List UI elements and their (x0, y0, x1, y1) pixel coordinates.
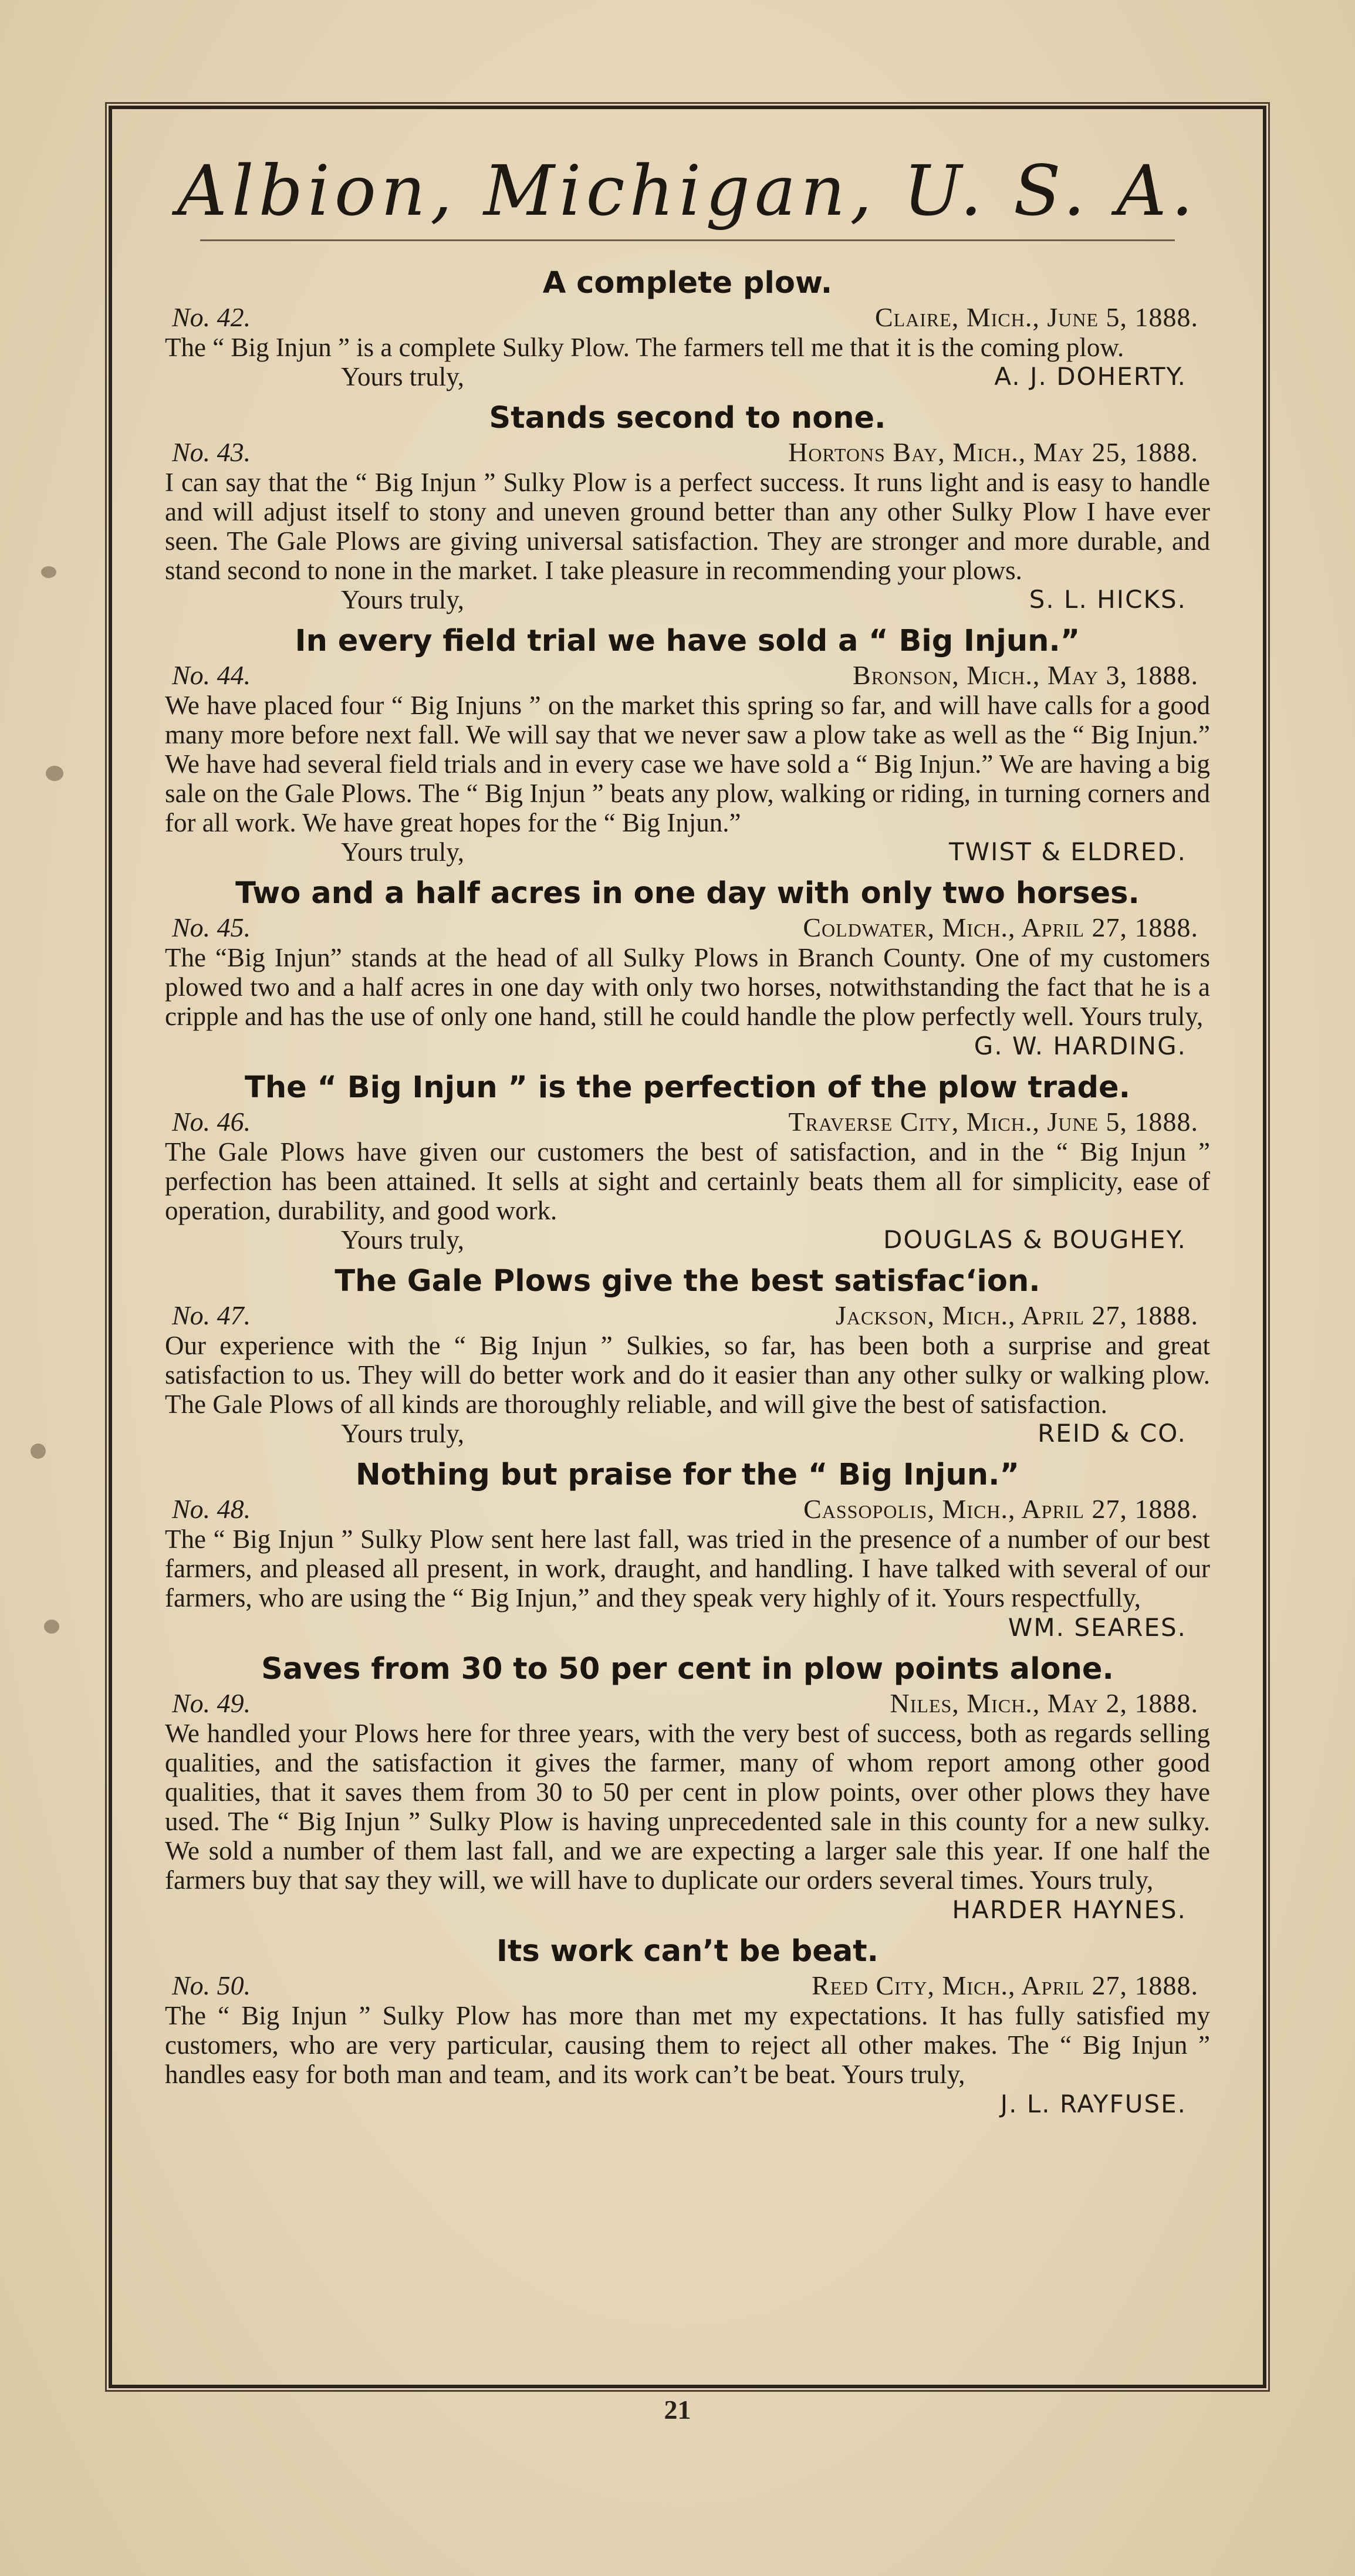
signer-name: WM. SEARES. (1008, 1613, 1187, 1642)
page-number: 21 (664, 2395, 691, 2425)
testimonial-place-date: Traverse City, Mich., June 5, 1888. (788, 1107, 1198, 1137)
dateline (165, 912, 1210, 943)
signature-line (165, 1031, 1210, 1061)
testimonial-place-date: Jackson, Mich., April 27, 1888. (835, 1300, 1198, 1330)
signer-name: S. L. HICKS. (1029, 585, 1187, 614)
testimonial-entry (165, 1263, 1210, 1448)
paper-stain (41, 566, 56, 578)
dateline (165, 302, 1210, 333)
paper-stain (31, 1443, 46, 1459)
testimonial-body: The “ Big Injun ” Sulky Plow has more than met my expectations. It has fully satisfied my customers, who are very particular, causing them to reject all other makes. The “ Big Injun ” handles easy for both man and team, and its work can’t be beat. Yours truly, (165, 2001, 1210, 2089)
signer-name: HARDER HAYNES. (952, 1895, 1187, 1924)
testimonial-place-date: Niles, Mich., May 2, 1888. (890, 1688, 1198, 1718)
dateline (165, 1300, 1210, 1331)
testimonial-entry (165, 875, 1210, 1061)
closing: Yours truly, (341, 585, 465, 614)
signature-line (165, 585, 1210, 614)
testimonial-number: No. 48. (172, 1494, 251, 1524)
testimonial-body: We have placed four “ Big Injuns ” on the market this spring so far, and will have calls for a good many more before next fall. We will say that we never saw a plow take as well as the “ Big Injun.” We have had several field trials and in every case we have sold a “ Big Injun.” We are having a big sale on the Gale Plows. The “ Big Injun ” beats any plow, walking or riding, in turning corners and for all work. We have great hopes for the “ Big Injun.” (165, 691, 1210, 837)
signer-name: TWIST & ELDRED. (948, 837, 1187, 866)
testimonial-entry (165, 623, 1210, 867)
heading-rule (200, 239, 1175, 241)
testimonial-title: A complete plow. (542, 266, 833, 300)
testimonial-number: No. 47. (172, 1300, 251, 1330)
signature-line (165, 1419, 1210, 1448)
testimonial-title: In every field trial we have sold a “ Big Injun.” (295, 624, 1080, 658)
testimonial-entry (165, 1933, 1210, 2119)
closing: Yours truly, (341, 1225, 465, 1255)
testimonial-title: The Gale Plows give the best satisfac‘ion. (334, 1264, 1040, 1299)
testimonial-body: I can say that the “ Big Injun ” Sulky Plow is a perfect success. It runs light and is easy to handle and will adjust itself to stony and uneven ground better than any other Sulky Plow I have ever seen. The Gale Plows are giving universal satisfaction. They are stronger and more durable, and stand second to none in the market. I take pleasure in recommending your plows. (165, 468, 1210, 585)
signature-line (165, 837, 1210, 867)
signature-line (165, 1225, 1210, 1255)
testimonial-entry (165, 1069, 1210, 1255)
testimonial-body: The “ Big Injun ” is a complete Sulky Plow. The farmers tell me that it is the coming plow. (165, 333, 1124, 362)
signature-line (165, 1612, 1210, 1642)
testimonial-title: The “ Big Injun ” is the perfection of the plow trade. (245, 1070, 1130, 1105)
dateline (165, 1970, 1210, 2001)
signature-line (165, 1895, 1210, 1925)
testimonial-number: No. 45. (172, 912, 251, 942)
dateline (165, 437, 1210, 468)
testimonial-place-date: Claire, Mich., June 5, 1888. (874, 302, 1198, 332)
signature-line (165, 2089, 1210, 2119)
testimonial-place-date: Coldwater, Mich., April 27, 1888. (803, 912, 1198, 942)
testimonial-number: No. 43. (172, 437, 251, 467)
testimonial-number: No. 50. (172, 1970, 251, 2000)
dateline (165, 1688, 1210, 1719)
dateline (165, 1494, 1210, 1524)
dateline (165, 1107, 1210, 1137)
signer-name: G. W. HARDING. (974, 1032, 1187, 1060)
testimonial-place-date: Reed City, Mich., April 27, 1888. (812, 1970, 1198, 2000)
testimonial-place-date: Bronson, Mich., May 3, 1888. (853, 660, 1198, 690)
paper-stain (46, 766, 63, 781)
page-heading: Albion, Michigan, U. S. A. (177, 150, 1198, 231)
testimonial-entry (165, 1651, 1210, 1925)
testimonial-body: The Gale Plows have given our customers the best of satisfaction, and in the “ Big Injun ” perfection has been attained. It sells at sight and certainly beats them all for simplicity, ease of operation, durability, and good work. (165, 1137, 1210, 1225)
signer-name: DOUGLAS & BOUGHEY. (883, 1225, 1187, 1254)
testimonial-entry (165, 1456, 1210, 1642)
testimonial-body: Our experience with the “ Big Injun ” Sulkies, so far, has been both a surprise and great satisfaction to us. They will do better work and do it easier than any other sulky or walking plow. The Gale Plows of all kinds are thoroughly reliable, and will give the best of satisfaction. (165, 1331, 1210, 1419)
testimonial-number: No. 42. (172, 302, 251, 332)
testimonial-number: No. 49. (172, 1688, 251, 1718)
dateline (165, 660, 1210, 691)
testimonial-body: We handled your Plows here for three years, with the very best of success, both as regards selling qualities, and the satisfaction it gives the farmer, many of whom report among other good qualities, that it saves them from 30 to 50 per cent in plow points, over other plows they have used. The “ Big Injun ” Sulky Plow is having unprecedented sale in this county for a new sulky. We sold a number of them last fall, and we are expecting a larger sale this year. If one half the farmers buy that say they will, we will have to duplicate our orders several times. Yours truly, (165, 1719, 1210, 1895)
testimonial-title: Its work can’t be beat. (496, 1934, 879, 1969)
testimonial-title: Stands second to none. (489, 401, 886, 435)
testimonial-title: Nothing but praise for the “ Big Injun.” (356, 1458, 1019, 1492)
page-frame (109, 106, 1266, 2388)
testimonial-place-date: Hortons Bay, Mich., May 25, 1888. (788, 437, 1198, 467)
signer-name: REID & CO. (1038, 1419, 1187, 1448)
closing: Yours truly, (341, 837, 465, 867)
signer-name: A. J. DOHERTY. (994, 362, 1187, 391)
testimonial-title: Saves from 30 to 50 per cent in plow points alone. (261, 1652, 1114, 1686)
testimonial-number: No. 44. (172, 660, 251, 690)
testimonial-number: No. 46. (172, 1107, 251, 1137)
closing: Yours truly, (341, 362, 465, 391)
testimonial-body: The “Big Injun” stands at the head of all Sulky Plows in Branch County. One of my customers plowed two and a half acres in one day with only two horses, notwithstanding the fact that he is a cripple and has the use of only one hand, still he could handle the plow perfectly well. Yours truly, (165, 943, 1210, 1031)
testimonial-body: The “ Big Injun ” Sulky Plow sent here last fall, was tried in the presence of a number of our best farmers, and pleased all present, in work, draught, and handling. I have talked with several of our farmers, who are using the “ Big Injun,” and they speak very highly of it. Yours respectfully, (165, 1524, 1210, 1612)
closing: Yours truly, (341, 1419, 465, 1448)
paper-stain (44, 1620, 59, 1634)
testimonial-entry (165, 400, 1210, 614)
testimonials (165, 265, 1210, 2127)
testimonial-title: Two and a half acres in one day with only two horses. (235, 876, 1140, 911)
testimonial-entry (165, 265, 1210, 391)
signature-line (165, 362, 1210, 391)
testimonial-place-date: Cassopolis, Mich., April 27, 1888. (803, 1494, 1198, 1524)
signer-name: J. L. RAYFUSE. (1000, 2090, 1187, 2118)
